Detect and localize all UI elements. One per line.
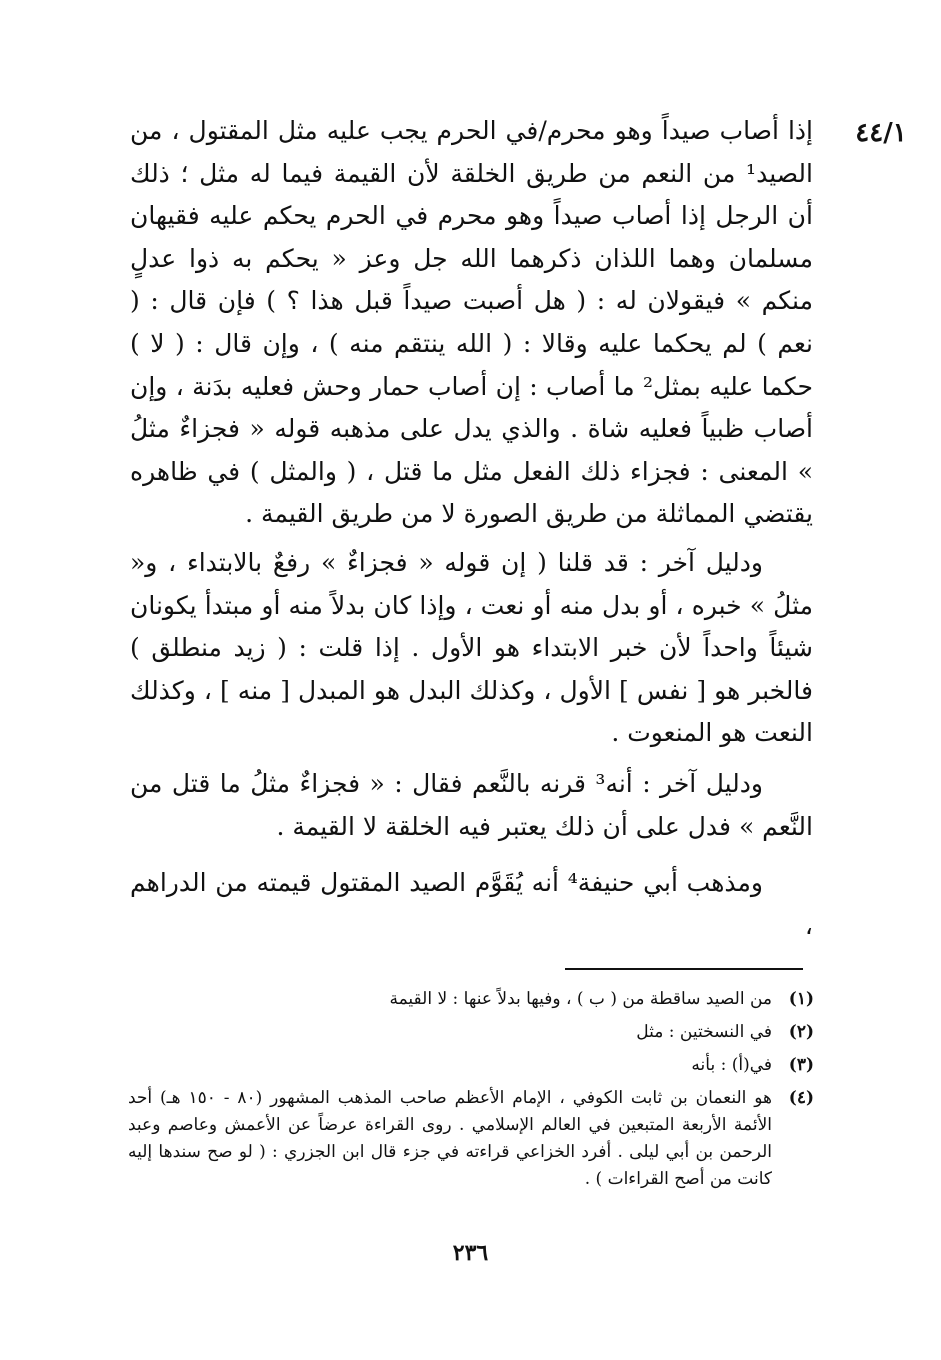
footnote-text: في(أ) : بأنه — [691, 1055, 772, 1075]
paragraph: إذا أصاب صيداً وهو محرم/في الحرم يجب عليه مثل المقتول ، من الصيد¹ من النعم من طريق الخلقة لأن القيمة فيما له مثل ؛ ذلك أن الرجل إذا أصاب صيداً وهو محرم في الحرم يحكم عليه فقيهان مسلمان وهما اللذان ذكرهما الله جل وعز « يحكم به ذوا عدلٍ منكم » فيقولان له : ( هل أصبت صيداً قبل هذا ؟ ) فإن قال : ( نعم ) لم يحكما عليه وقالا : ( الله ينتقم منه ) ، وإن قال : ( لا ) حكما عليه بمثل² ما أصاب : إن أصاب حمار وحش فعليه بدَنة ، وإن أصاب ظبياً فعليه شاة . والذي يدل على مذهبه قوله « فجزاءٌ مثلُ » المعنى : فجزاء ذلك الفعل مثل ما قتل ، ( والمثل ) في ظاهره يقتضي المماثلة من طريق الصورة لا من طريق القيمة . — [130, 116, 813, 529]
footnote-number: (١) — [788, 989, 814, 1009]
footnote-number: (٤) — [788, 1088, 814, 1108]
footnotes — [128, 986, 814, 1199]
footnote-text: من الصيد ساقطة من ( ب ) ، وفيها بدلاً عنها : لا القيمة — [389, 989, 772, 1009]
main-text — [130, 110, 813, 947]
footnote — [128, 1052, 814, 1079]
footnote — [128, 1019, 814, 1046]
footnote — [128, 986, 814, 1013]
footnote-text: في النسختين : مثل — [636, 1022, 772, 1042]
paragraph: ودليل آخر : أنه³ قرنه بالنَّعم فقال : « فجزاءٌ مثلُ ما قتل من النَّعم » فدل على أن ذلك يعتبر فيه الخلقة لا القيمة . — [130, 768, 813, 841]
footnote-number: (٢) — [788, 1022, 814, 1042]
footnote-divider — [565, 968, 803, 970]
paragraph: ودليل آخر : قد قلنا ( إن قوله « فجزاءٌ » رفعٌ بالابتداء ، و« مثلُ » خبره ، أو بدل منه أو نعت ، وإذا كان بدلاً منه أو مبتدأ يكونان شيئاً واحداً لأن خبر الابتداء هو الأول . إذا قلت : ( زيد منطلق ) فالخبر هو [ نفس ] الأول ، وكذلك البدل هو المبدل [ منه ] ، وكذلك النعت هو المنعوت . — [130, 547, 813, 748]
footnote-text: هو النعمان بن ثابت الكوفي ، الإمام الأعظم صاحب المذهب المشهور (٨٠ - ١٥٠ هـ) أحد الأئمة الأربعة المتبعين في العالم الإسلامي . روى القراءة عرضاً عن الأعمش وعاصم وعبد الرحمن بن أبي ليلى . أفرد الخزاعي قراءته في جزء قال ابن الجزري : ( لو صح سندها إليه كانت من أصح القراءات ) . — [128, 1088, 772, 1189]
footnote — [128, 1085, 814, 1193]
page-number: ٢٣٦ — [452, 1240, 489, 1266]
margin-reference: ٤٤/١ — [855, 118, 907, 148]
paragraph: ومذهب أبي حنيفة⁴ أنه يُقَوَّم الصيد المقتول قيمته من الدراهم ، — [130, 868, 813, 940]
footnote-number: (٣) — [788, 1055, 814, 1075]
